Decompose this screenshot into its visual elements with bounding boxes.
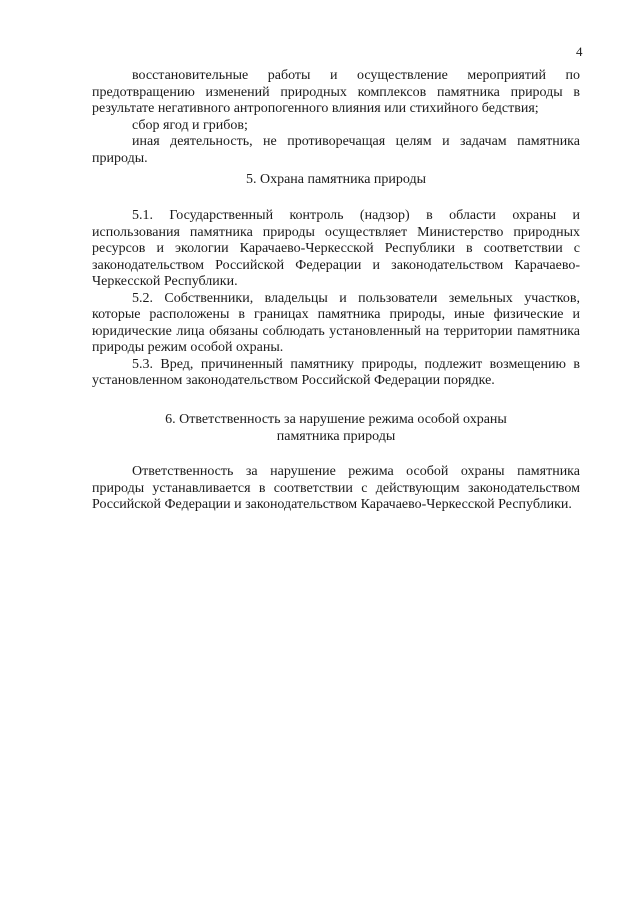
section-5-paragraph-3: 5.3. Вред, причиненный памятнику природы, подлежит возмещению в установленном законодательством Российской Федерации порядке. xyxy=(92,356,580,388)
section-6-heading-line-2: памятника природы xyxy=(276,428,396,444)
intro-paragraph-restoration: восстановительные работы и осуществление мероприятий по предотвращению изменений природных комплексов памятника природы в результате негативного антропогенного влияния или стихийного бедствия; xyxy=(92,68,580,116)
intro-paragraph-other-activity: иная деятельность, не противоречащая целям и задачам памятника природы. xyxy=(92,134,580,166)
section-6 xyxy=(92,412,580,445)
section-6-heading-line-1: 6. Ответственность за нарушение режима особой охраны xyxy=(165,412,507,427)
section-5-paragraph-2: 5.2. Собственники, владельцы и пользователи земельных участков, которые расположены в границах памятника природы, иные физические и юридические лица обязаны соблюдать установленный на территории памятника природы режим особой охраны. xyxy=(92,290,580,355)
section-5-paragraph-1: 5.1. Государственный контроль (надзор) в области охраны и использования памятника природы осуществляет Министерство природных ресурсов и экологии Карачаево-Черкесской Республики в соответствии с законодательством Российской Федерации и законодательством Карачаево-Черкесской Республики. xyxy=(92,208,580,289)
section-5-heading: 5. Охрана памятника природы xyxy=(245,172,427,187)
page-number: 4 xyxy=(576,44,583,59)
section-5-body xyxy=(92,208,580,390)
section-6-paragraph-1: Ответственность за нарушение режима особой охраны памятника природы устанавливается в соответствии с действующим законодательством Российской Федерации и законодательством Карачаево-Черкесской Республики. xyxy=(92,464,580,512)
section-6-body xyxy=(92,464,580,514)
section-5 xyxy=(92,172,580,189)
intro-paragraph-berries: сбор ягод и грибов; xyxy=(132,117,248,133)
intro-block xyxy=(92,68,580,167)
